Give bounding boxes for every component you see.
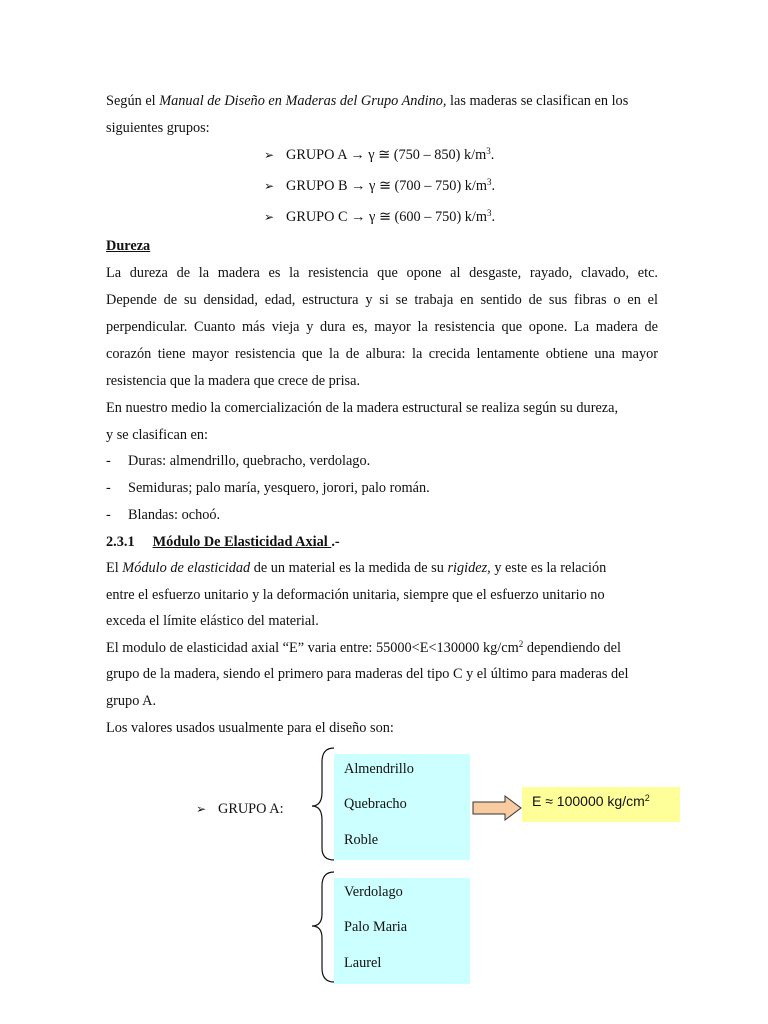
arrow-bullet-icon: ➢: [264, 210, 275, 224]
grupo-c-line: ➢ GRUPO C → γ ≅ (600 – 750) $k/m^3$.: [264, 208, 496, 225]
dureza-heading: Dureza: [106, 238, 151, 254]
dureza-line-3: perpendicular. Cuanto más vieja y dura es, mayor la resistencia que opone. La madera de: [106, 319, 658, 335]
list-item: Quebracho: [344, 796, 407, 812]
intro-line-2: siguientes grupos:: [106, 120, 210, 136]
list-item: Roble: [344, 832, 379, 848]
dureza-para2-line-1: En nuestro medio la comercialización de la madera estructural se realiza según su dureza,: [106, 400, 619, 416]
dureza-line-5: resistencia que la madera que crece de prisa.: [106, 373, 361, 389]
grupo-a-species-box: [334, 754, 470, 860]
species-box-2: [334, 878, 470, 984]
list-item: Palo Maria: [344, 919, 408, 935]
right-arrow-icon: [471, 795, 523, 821]
intro-line-1: Según el Manual de Diseño en Maderas del Grupo Andino, las maderas se clasifican en los: [106, 93, 629, 109]
elasticidad-line-3: exceda el límite elástico del material.: [106, 613, 319, 629]
dureza-line-1: La dureza de la madera es la resistencia que opone al desgaste, rayado, clavado, etc.: [106, 265, 658, 281]
manual-title: Manual de Diseño en Maderas del Grupo Andino,: [159, 93, 447, 109]
arrow-icon: →: [351, 178, 366, 194]
e-value-box: [522, 787, 680, 822]
list-item: - Blandas: ochoó.: [106, 507, 221, 523]
arrow-bullet-icon: ➢: [264, 179, 275, 193]
arrow-bullet-icon: ➢: [264, 148, 275, 162]
dureza-line-2: Depende de su densidad, edad, estructura y si se trabaja en sentido de sus fibras o en el: [106, 292, 658, 308]
dureza-line-4: corazón tiene mayor resistencia que la de albura: la crecida lentamente obtiene una mayor: [106, 346, 658, 362]
list-item: - Duras: almendrillo, quebracho, verdolago.: [106, 453, 371, 469]
elasticidad-line-7: Los valores usados usualmente para el diseño son:: [106, 720, 394, 736]
arrow-icon: →: [351, 209, 366, 225]
elasticidad-line-4: El modulo de elasticidad axial “E” varia entre: 55000<E<130000 $kg/cm^2$ dependiendo del: [106, 639, 621, 656]
elasticidad-line-5: grupo de la madera, siendo el primero para maderas del tipo C y el último para maderas del: [106, 666, 629, 682]
section-title: Módulo De Elasticidad Axial: [152, 534, 332, 550]
elasticidad-line-1: El Módulo de elasticidad de un material es la medida de su rigidez, y este es la relación: [106, 560, 607, 576]
dureza-para2-line-2: y se clasifican en:: [106, 427, 209, 443]
list-item: Almendrillo: [344, 761, 414, 777]
elasticidad-line-6: grupo A.: [106, 693, 157, 709]
grupo-a-label: ➢ GRUPO A:: [196, 801, 284, 817]
e-value: E ≈ 100000 $kg/cm^2$: [532, 793, 650, 809]
arrow-bullet-icon: ➢: [196, 802, 207, 816]
elasticidad-line-2: entre el esfuerzo unitario y la deformación unitaria, siempre que el esfuerzo unitario no: [106, 587, 605, 603]
arrow-icon: →: [350, 147, 365, 163]
list-item: - Semiduras; palo maría, yesquero, jorori, palo román.: [106, 480, 430, 496]
list-item: Verdolago: [344, 884, 403, 900]
grupo-b-line: ➢ GRUPO B → γ ≅ (700 – 750) $k/m^3$.: [264, 177, 496, 194]
section-heading: 2.3.1 Módulo De Elasticidad Axial .-: [106, 534, 340, 550]
section-number: 2.3.1: [106, 534, 135, 550]
list-item: Laurel: [344, 955, 382, 971]
grupo-a-line: ➢ GRUPO A → γ ≅ (750 – 850) $k/m^3$.: [264, 146, 495, 163]
